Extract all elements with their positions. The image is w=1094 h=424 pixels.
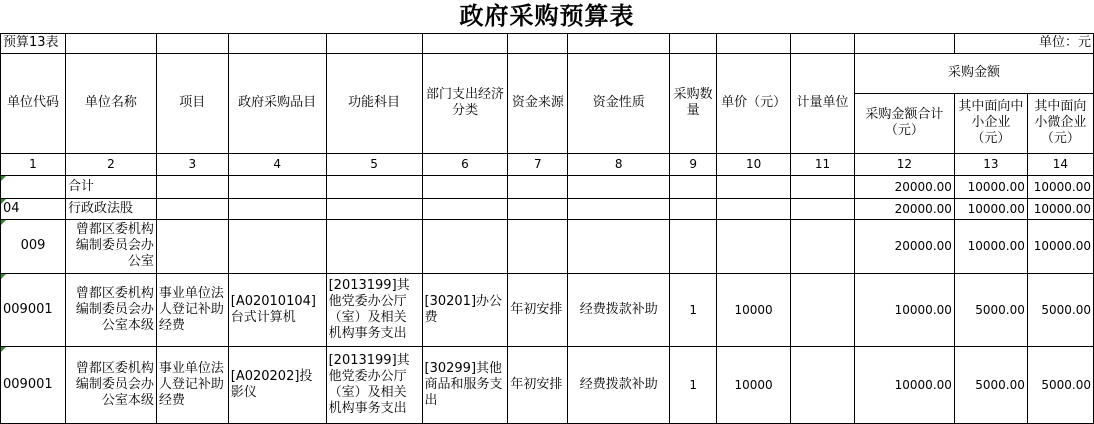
header-qty: 采购数量 xyxy=(670,53,717,153)
cell-func: [2013199]其他党委办公厅（室）及相关机构事务支出 xyxy=(326,346,422,423)
cell-unit-code: 009 xyxy=(1,219,66,273)
col-number: 2 xyxy=(65,153,156,175)
cell-source xyxy=(508,219,568,273)
cell-item xyxy=(228,175,326,198)
col-number: 10 xyxy=(717,153,791,175)
col-number: 3 xyxy=(156,153,228,175)
cell-nature xyxy=(568,198,670,219)
cell-project xyxy=(156,198,228,219)
cell-econ xyxy=(422,219,508,273)
header-unit-code: 单位代码 xyxy=(1,53,66,153)
cell-unit-name: 曾都区委机构编制委员会办公室本级 xyxy=(65,273,156,346)
cell-micro: 5000.00 xyxy=(1027,346,1093,423)
cell-project xyxy=(156,175,228,198)
col-number: 12 xyxy=(854,153,954,175)
cell-econ xyxy=(422,175,508,198)
cell-source: 年初安排 xyxy=(508,346,568,423)
cell-total: 10000.00 xyxy=(854,346,954,423)
cell-mu xyxy=(791,273,855,346)
cell-project: 事业单位法人登记补助经费 xyxy=(156,346,228,423)
cell-nature: 经费拨款补助 xyxy=(568,273,670,346)
table-row xyxy=(1,219,1094,273)
header-fund-source: 资金来源 xyxy=(508,53,568,153)
cell-sme: 5000.00 xyxy=(954,273,1027,346)
cell-econ xyxy=(422,198,508,219)
header-procurement-item: 政府采购品目 xyxy=(228,53,326,153)
col-number: 14 xyxy=(1027,153,1093,175)
cell-micro: 5000.00 xyxy=(1027,273,1093,346)
cell-mu xyxy=(791,219,855,273)
col-number: 5 xyxy=(326,153,422,175)
cell-unit-name: 合计 xyxy=(65,175,156,198)
cell-item xyxy=(228,198,326,219)
cell-total: 20000.00 xyxy=(854,175,954,198)
cell-sme: 10000.00 xyxy=(954,219,1027,273)
cell-source: 年初安排 xyxy=(508,273,568,346)
table-code: 预算13表 xyxy=(1,33,66,53)
header-amount-total: 采购金额合计（元） xyxy=(854,93,954,153)
page-title: 政府采购预算表 xyxy=(459,2,635,31)
cell-unit-name: 曾都区委机构编制委员会办公室 xyxy=(65,219,156,273)
cell-item: [A02010104]台式计算机 xyxy=(228,273,326,346)
cell-nature xyxy=(568,175,670,198)
header-function-subject: 功能科目 xyxy=(326,53,422,153)
table-row xyxy=(1,346,1094,423)
col-number: 4 xyxy=(228,153,326,175)
cell-func xyxy=(326,198,422,219)
cell-func: [2013199]其他党委办公厅（室）及相关机构事务支出 xyxy=(326,273,422,346)
header-econ-class: 部门支出经济分类 xyxy=(422,53,508,153)
cell-micro: 10000.00 xyxy=(1027,198,1093,219)
cell-project: 事业单位法人登记补助经费 xyxy=(156,273,228,346)
header-unit-name: 单位名称 xyxy=(65,53,156,153)
header-measure-unit: 计量单位 xyxy=(791,53,855,153)
cell-nature xyxy=(568,219,670,273)
col-number: 11 xyxy=(791,153,855,175)
col-number: 7 xyxy=(508,153,568,175)
col-number: 8 xyxy=(568,153,670,175)
cell-qty: 1 xyxy=(670,273,717,346)
table-row xyxy=(1,198,1094,219)
cell-item: [A020202]投影仪 xyxy=(228,346,326,423)
cell-price xyxy=(717,175,791,198)
column-number-row xyxy=(1,153,1094,175)
cell-unit-code: 04 xyxy=(1,198,66,219)
cell-sme: 10000.00 xyxy=(954,175,1027,198)
unit-label: 单位：元 xyxy=(954,33,1093,53)
col-number: 9 xyxy=(670,153,717,175)
header-project: 项目 xyxy=(156,53,228,153)
cell-func xyxy=(326,175,422,198)
cell-unit-name: 曾都区委机构编制委员会办公室本级 xyxy=(65,346,156,423)
cell-price: 10000 xyxy=(717,346,791,423)
cell-total: 20000.00 xyxy=(854,198,954,219)
cell-item xyxy=(228,219,326,273)
table-row xyxy=(1,273,1094,346)
cell-unit-code: 009001 xyxy=(1,346,66,423)
cell-qty xyxy=(670,175,717,198)
cell-unit-code: 009001 xyxy=(1,273,66,346)
header-price: 单价（元） xyxy=(717,53,791,153)
cell-source xyxy=(508,198,568,219)
cell-price xyxy=(717,219,791,273)
cell-total: 20000.00 xyxy=(854,219,954,273)
cell-price xyxy=(717,198,791,219)
cell-unit-code xyxy=(1,175,66,198)
cell-sme: 5000.00 xyxy=(954,346,1027,423)
cell-sme: 10000.00 xyxy=(954,198,1027,219)
header-micro: 其中面向小微企业（元） xyxy=(1027,93,1093,153)
col-number: 13 xyxy=(954,153,1027,175)
header-fund-nature: 资金性质 xyxy=(568,53,670,153)
cell-func xyxy=(326,219,422,273)
cell-project xyxy=(156,219,228,273)
cell-micro: 10000.00 xyxy=(1027,175,1093,198)
col-number: 6 xyxy=(422,153,508,175)
cell-mu xyxy=(791,346,855,423)
cell-unit-name: 行政政法股 xyxy=(65,198,156,219)
cell-mu xyxy=(791,175,855,198)
cell-econ: [30299]其他商品和服务支出 xyxy=(422,346,508,423)
cell-source xyxy=(508,175,568,198)
cell-total: 10000.00 xyxy=(854,273,954,346)
cell-qty: 1 xyxy=(670,346,717,423)
table-row xyxy=(1,175,1094,198)
cell-qty xyxy=(670,219,717,273)
col-number: 1 xyxy=(1,153,66,175)
cell-nature: 经费拨款补助 xyxy=(568,346,670,423)
cell-micro: 10000.00 xyxy=(1027,219,1093,273)
header-amount-group: 采购金额 xyxy=(854,53,1093,93)
cell-price: 10000 xyxy=(717,273,791,346)
cell-econ: [30201]办公费 xyxy=(422,273,508,346)
cell-mu xyxy=(791,198,855,219)
header-sme: 其中面向中小企业（元） xyxy=(954,93,1027,153)
cell-qty xyxy=(670,198,717,219)
